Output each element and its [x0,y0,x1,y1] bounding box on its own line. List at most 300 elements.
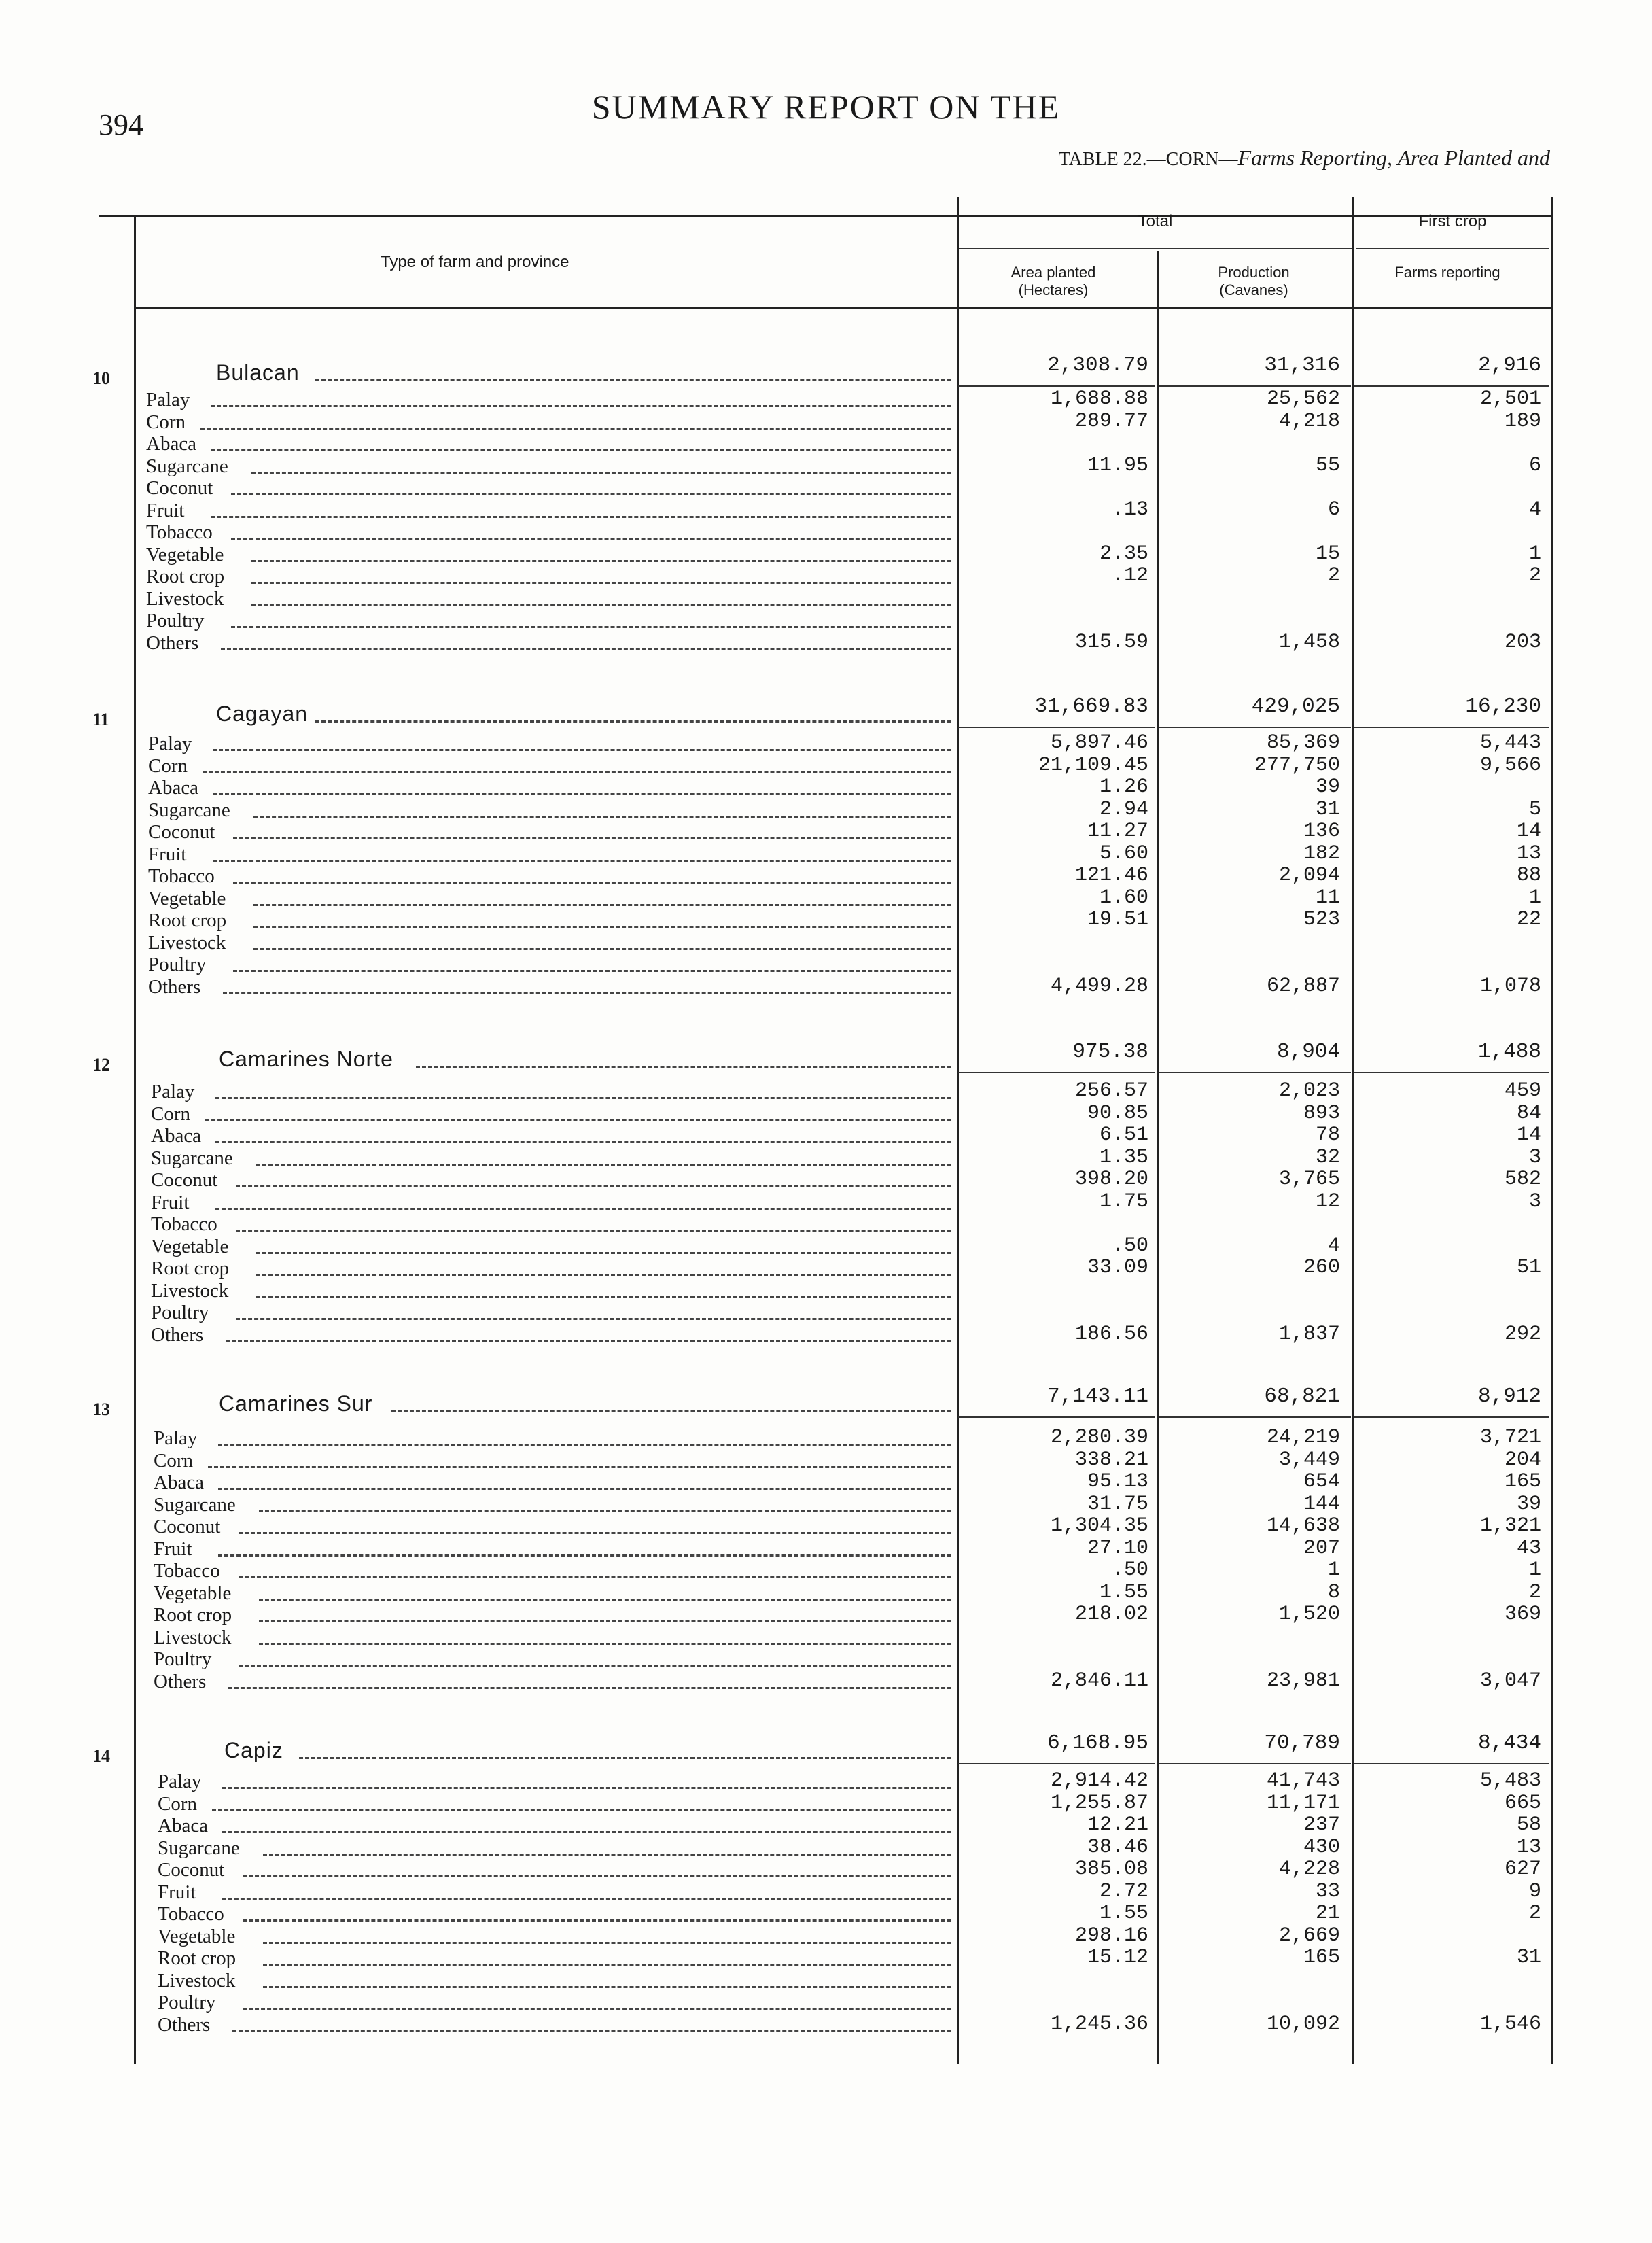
row-leader [263,1942,951,1944]
row-leader [228,1687,951,1689]
row-value-area: 2.94 [1099,797,1148,821]
farm-type-label: Coconut [148,821,215,843]
farm-type-label: Root crop [148,909,227,931]
row-value-production: 24,219 [1266,1426,1340,1449]
farm-type-label: Corn [148,754,188,777]
total-rule [1354,385,1549,387]
farm-type-label: Poultry [146,610,205,631]
farm-type-label: Poultry [154,1648,212,1670]
row-value-production: 237 [1303,1813,1340,1837]
farm-type-label: Poultry [158,1992,216,2013]
province-total-production: 68,821 [1264,1385,1340,1408]
row-value-area: 2,914.42 [1050,1769,1148,1792]
farm-type-label: Corn [154,1449,193,1472]
table-caption-italic: Farms Reporting, Area Planted and [1237,145,1550,170]
area-planted-head: Area planted (Hectares) [1010,264,1096,298]
row-value-production: 4,218 [1278,409,1340,433]
farm-type-label: Others [154,1670,207,1692]
province-leader [299,1757,951,1759]
row-value-farms: 2 [1528,564,1541,587]
row-value-area: 338.21 [1074,1448,1148,1472]
row-value-farms: 58 [1516,1813,1541,1837]
row-value-farms: 14 [1516,820,1541,843]
row-leader [236,1318,951,1320]
farm-type-label: Livestock [151,1279,229,1302]
farm-type-label: Root crop [154,1604,232,1626]
row-value-farms: 13 [1516,841,1541,865]
row-value-production: 207 [1303,1536,1340,1560]
province-total-farms: 1,488 [1477,1040,1541,1064]
farms-reporting-head: Farms reporting [1394,264,1500,281]
row-value-area: 5.60 [1099,841,1148,865]
row-value-area: 11.95 [1087,453,1148,477]
province-number: 10 [92,368,110,388]
row-leader [223,992,951,994]
row-leader [236,1230,951,1232]
row-leader [239,1532,951,1534]
row-leader [263,1986,951,1988]
row-leader [203,771,951,773]
row-value-area: 31.75 [1087,1492,1148,1516]
row-value-farms: 582 [1504,1168,1541,1191]
row-leader [243,2008,951,2010]
farm-type-label: Poultry [151,1302,209,1323]
row-value-farms: 5,483 [1479,1769,1541,1792]
farm-type-label: Coconut [154,1516,221,1537]
row-leader [253,926,951,928]
row-value-production: 4 [1327,1234,1340,1257]
farm-type-label: Palay [146,389,190,411]
row-value-production: 1,458 [1278,630,1340,654]
row-leader [222,1898,951,1900]
row-value-area: 38.46 [1087,1835,1148,1859]
row-leader [259,1510,951,1512]
row-value-production: 6 [1327,498,1340,521]
page-number: 394 [99,108,143,141]
row-value-farms: 369 [1504,1603,1541,1626]
row-value-production: 4,228 [1278,1858,1340,1881]
row-value-farms: 9,566 [1479,753,1541,777]
total-rule [1354,727,1549,728]
row-value-farms: 3 [1528,1145,1541,1169]
total-rule [1159,727,1351,728]
farm-type-label: Tobacco [154,1560,220,1582]
row-leader [215,1208,951,1210]
row-value-area: .50 [1111,1234,1148,1257]
row-value-area: 398.20 [1074,1168,1148,1191]
row-value-farms: 84 [1516,1101,1541,1125]
row-value-farms: 1 [1528,1559,1541,1582]
row-value-area: 19.51 [1087,908,1148,931]
farm-type-label: Palay [154,1427,198,1449]
row-leader [215,1097,951,1099]
row-value-production: 11,171 [1266,1791,1340,1815]
row-leader [211,516,951,518]
farm-type-label: Others [148,975,201,998]
row-leader [212,1809,951,1811]
row-value-area: 90.85 [1087,1101,1148,1125]
row-value-farms: 43 [1516,1536,1541,1560]
total-rule [958,1763,1155,1764]
farm-type-label: Palay [148,733,192,754]
province-number: 13 [92,1399,110,1419]
row-leader [233,970,951,972]
row-value-area: 1,688.88 [1050,387,1148,411]
row-value-production: 31 [1315,797,1340,821]
table-caption-prefix: TABLE 22.—CORN— [1058,149,1238,170]
province-total-area: 6,168.95 [1047,1731,1148,1755]
row-value-area: 1.26 [1099,776,1148,799]
row-value-production: 277,750 [1254,753,1340,777]
first-crop-subheader-rule [1356,248,1549,249]
farm-type-label: Sugarcane [146,455,228,477]
row-value-production: 430 [1303,1835,1340,1859]
row-value-production: 32 [1315,1145,1340,1169]
farm-type-label: Livestock [154,1626,232,1648]
farm-type-label: Poultry [148,954,207,975]
province-total-farms: 8,912 [1477,1385,1541,1408]
farm-type-label: Tobacco [158,1903,224,1925]
row-leader [259,1599,951,1601]
farm-type-label: Abaca [158,1815,209,1837]
row-value-farms: 14 [1516,1124,1541,1147]
row-leader [218,1554,951,1557]
province-total-production: 31,316 [1264,353,1340,377]
province-total-farms: 2,916 [1477,353,1541,377]
row-value-farms: 31 [1516,1946,1541,1969]
province-leader [416,1066,951,1068]
row-leader [213,749,951,751]
province-leader [315,379,951,381]
province-total-area: 31,669.83 [1034,695,1148,718]
farm-type-label: Others [151,1323,204,1346]
row-value-area: 218.02 [1074,1603,1148,1626]
row-value-production: 3,449 [1278,1448,1340,1472]
farm-type-label: Tobacco [146,521,213,543]
row-value-farms: 1,321 [1479,1514,1541,1537]
farm-type-label: Sugarcane [154,1493,236,1516]
row-value-farms: 1,546 [1479,2012,1541,2036]
province-name: Bulacan [216,360,300,385]
total-rule [958,385,1155,387]
row-value-area: 1.35 [1099,1145,1148,1169]
row-value-farms: 292 [1504,1322,1541,1346]
row-value-farms: 6 [1528,453,1541,477]
row-value-farms: 665 [1504,1791,1541,1815]
total-rule [1354,1416,1549,1418]
row-leader [243,1919,951,1922]
row-value-production: 1,520 [1278,1603,1340,1626]
farm-type-label: Livestock [146,587,224,610]
first-crop-group-head: First crop [1418,212,1487,230]
province-total-farms: 16,230 [1465,695,1541,718]
row-value-farms: 165 [1504,1470,1541,1493]
row-value-area: 1,245.36 [1050,2012,1148,2036]
total-rule [1159,1763,1351,1764]
row-leader [200,428,951,430]
row-value-area: 6.51 [1099,1124,1148,1147]
row-leader [221,648,951,650]
farm-type-label: Tobacco [148,865,215,887]
row-leader [253,904,951,906]
province-total-area: 2,308.79 [1047,353,1148,377]
row-leader [263,1964,951,1966]
row-value-farms: 5 [1528,797,1541,821]
row-value-production: 893 [1303,1101,1340,1125]
province-total-area: 7,143.11 [1047,1385,1148,1408]
row-leader [231,538,951,540]
row-value-area: 298.16 [1074,1924,1148,1947]
row-leader [251,604,951,606]
row-value-production: 11 [1315,886,1340,909]
row-leader [222,1787,951,1789]
row-value-farms: 39 [1516,1492,1541,1516]
row-value-production: 1 [1327,1559,1340,1582]
row-value-area: .13 [1111,498,1148,521]
row-leader [213,793,951,795]
farm-type-label: Coconut [146,477,213,499]
row-leader [239,1665,951,1667]
farm-type-label: Palay [158,1771,202,1792]
row-leader [231,493,951,495]
farm-type-label: Tobacco [151,1213,217,1235]
total-rule [958,1416,1155,1418]
row-leader [259,1643,951,1645]
farm-type-label: Livestock [158,1969,236,1992]
row-value-production: 21 [1315,1902,1340,1925]
row-value-area: 315.59 [1074,630,1148,654]
farm-type-label: Abaca [151,1125,202,1147]
row-value-area: 186.56 [1074,1322,1148,1346]
right-border [1551,197,1553,2064]
first-crop-divider [1352,197,1354,2064]
row-leader [218,1444,951,1446]
total-rule [1159,1072,1351,1073]
farm-type-label: Sugarcane [151,1147,233,1169]
row-value-farms: 51 [1516,1256,1541,1279]
row-value-production: 523 [1303,908,1340,931]
row-value-farms: 1,078 [1479,974,1541,998]
farm-type-label: Vegetable [154,1582,232,1604]
row-value-area: 21,109.45 [1038,753,1148,777]
total-subheader-rule [958,248,1352,249]
row-leader [253,816,951,818]
row-value-area: 289.77 [1074,409,1148,433]
row-value-production: 23,981 [1266,1669,1340,1692]
row-value-farms: 5,443 [1479,731,1541,754]
total-rule [958,727,1155,728]
farm-type-label: Fruit [158,1881,196,1903]
farm-type-label: Corn [151,1102,190,1125]
farm-type-label: Root crop [158,1947,236,1969]
farm-type-label: Corn [146,411,186,433]
row-value-farms: 2 [1528,1580,1541,1604]
row-leader [251,582,951,584]
row-value-production: 14,638 [1266,1514,1340,1537]
farm-type-label: Coconut [158,1859,225,1881]
row-value-farms: 189 [1504,409,1541,433]
row-value-production: 165 [1303,1946,1340,1969]
row-value-production: 1,837 [1278,1322,1340,1346]
row-value-production: 41,743 [1266,1769,1340,1792]
row-value-production: 33 [1315,1879,1340,1903]
row-value-production: 3,765 [1278,1168,1340,1191]
row-value-area: 95.13 [1087,1470,1148,1493]
row-value-area: 1.55 [1099,1580,1148,1604]
row-value-production: 39 [1315,776,1340,799]
row-leader [256,1252,951,1254]
table-caption [1059,145,1550,171]
row-leader [259,1620,951,1622]
row-value-area: .12 [1111,564,1148,587]
row-value-area: 256.57 [1074,1079,1148,1102]
row-leader [218,1488,951,1490]
row-value-area: 5,897.46 [1050,731,1148,754]
total-group-head: Total [1138,212,1173,230]
row-value-production: 12 [1315,1189,1340,1213]
row-value-production: 78 [1315,1124,1340,1147]
farm-type-label: Vegetable [158,1925,236,1947]
row-leader [208,1466,951,1468]
farm-type-label: Abaca [154,1472,205,1493]
row-value-production: 25,562 [1266,387,1340,411]
row-value-farms: 88 [1516,864,1541,887]
row-value-area: 1,255.87 [1050,1791,1148,1815]
production-head: Production (Cavanes) [1218,264,1290,298]
row-value-area: 1.60 [1099,886,1148,909]
row-leader [211,405,951,407]
province-name: Capiz [224,1738,283,1762]
row-leader [213,860,951,862]
row-value-area: 385.08 [1074,1858,1148,1881]
province-total-production: 70,789 [1264,1731,1340,1755]
farm-type-label: Corn [158,1792,197,1815]
row-value-production: 2,669 [1278,1924,1340,1947]
row-value-production: 8 [1327,1580,1340,1604]
row-value-farms: 13 [1516,1835,1541,1859]
farm-type-label: Fruit [146,499,185,521]
farm-type-label: Sugarcane [148,799,230,821]
row-leader [205,1119,951,1122]
row-value-farms: 22 [1516,908,1541,931]
row-value-area: 33.09 [1087,1256,1148,1279]
row-leader [256,1296,951,1298]
row-value-farms: 9 [1528,1879,1541,1903]
province-number: 11 [92,710,109,729]
row-value-area: 1.75 [1099,1189,1148,1213]
row-value-production: 144 [1303,1492,1340,1516]
row-value-farms: 3 [1528,1189,1541,1213]
farm-type-label: Others [158,2013,211,2036]
row-leader [256,1164,951,1166]
province-total-production: 8,904 [1276,1040,1340,1064]
farm-type-label: Sugarcane [158,1837,240,1859]
farm-type-label: Root crop [151,1257,230,1279]
farm-type-label: Fruit [154,1537,192,1560]
row-value-farms: 204 [1504,1448,1541,1472]
row-leader [226,1340,951,1342]
row-value-farms: 1 [1528,886,1541,909]
row-value-production: 2,023 [1278,1079,1340,1102]
total-rule [1354,1072,1549,1073]
row-value-area: 4,499.28 [1050,974,1148,998]
row-value-production: 2 [1327,564,1340,587]
row-leader [243,1875,951,1877]
farm-type-label: Fruit [148,843,187,865]
farm-type-label: Fruit [151,1191,190,1213]
row-value-farms: 3,721 [1479,1426,1541,1449]
row-value-area: 27.10 [1087,1536,1148,1560]
farm-type-label: Vegetable [148,887,226,909]
province-total-area: 975.38 [1072,1040,1148,1064]
total-rule [958,1072,1155,1073]
province-total-farms: 8,434 [1477,1731,1541,1755]
row-value-area: 12.21 [1087,1813,1148,1837]
row-value-production: 136 [1303,820,1340,843]
row-value-area: 121.46 [1074,864,1148,887]
row-value-production: 2,094 [1278,864,1340,887]
row-leader [236,1185,951,1187]
row-leader [215,1141,951,1143]
row-value-farms: 1 [1528,542,1541,566]
row-value-area: 11.27 [1087,820,1148,843]
row-value-area: 2.35 [1099,542,1148,566]
province-number: 14 [92,1746,110,1766]
row-value-production: 182 [1303,841,1340,865]
farm-type-label: Abaca [148,777,199,799]
province-number: 12 [92,1055,110,1075]
header-bottom-rule [136,307,1553,309]
province-leader [391,1410,951,1412]
total-rule [1159,385,1351,387]
row-value-farms: 627 [1504,1858,1541,1881]
row-leader [239,1576,951,1578]
stub-divider [134,215,136,2064]
row-value-farms: 3,047 [1479,1669,1541,1692]
row-value-farms: 203 [1504,630,1541,654]
farm-type-label: Abaca [146,433,197,455]
farm-type-label: Vegetable [146,543,224,566]
row-value-farms: 4 [1528,498,1541,521]
row-value-area: 2,846.11 [1050,1669,1148,1692]
province-leader [315,720,951,723]
row-value-area: 15.12 [1087,1946,1148,1969]
running-title: SUMMARY REPORT ON THE [591,88,1061,126]
row-value-area: 1,304.35 [1050,1514,1148,1537]
row-value-production: 62,887 [1266,974,1340,998]
stub-head: Type of farm and province [381,253,569,271]
area-prod-divider [1157,251,1159,2064]
row-value-farms: 2,501 [1479,387,1541,411]
farm-type-label: Livestock [148,931,226,954]
total-rule [1159,1416,1351,1418]
province-name: Camarines Norte [219,1047,393,1071]
row-value-farms: 459 [1504,1079,1541,1102]
row-value-production: 10,092 [1266,2012,1340,2036]
row-leader [231,626,951,628]
row-leader [251,560,951,562]
row-leader [253,948,951,950]
row-value-production: 654 [1303,1470,1340,1493]
total-rule [1354,1763,1549,1764]
province-name: Cagayan [216,701,309,726]
row-leader [222,1831,951,1833]
row-leader [256,1274,951,1276]
province-name: Camarines Sur [219,1391,373,1416]
row-leader [232,2030,951,2032]
row-leader [211,449,951,451]
farm-type-label: Palay [151,1081,195,1102]
